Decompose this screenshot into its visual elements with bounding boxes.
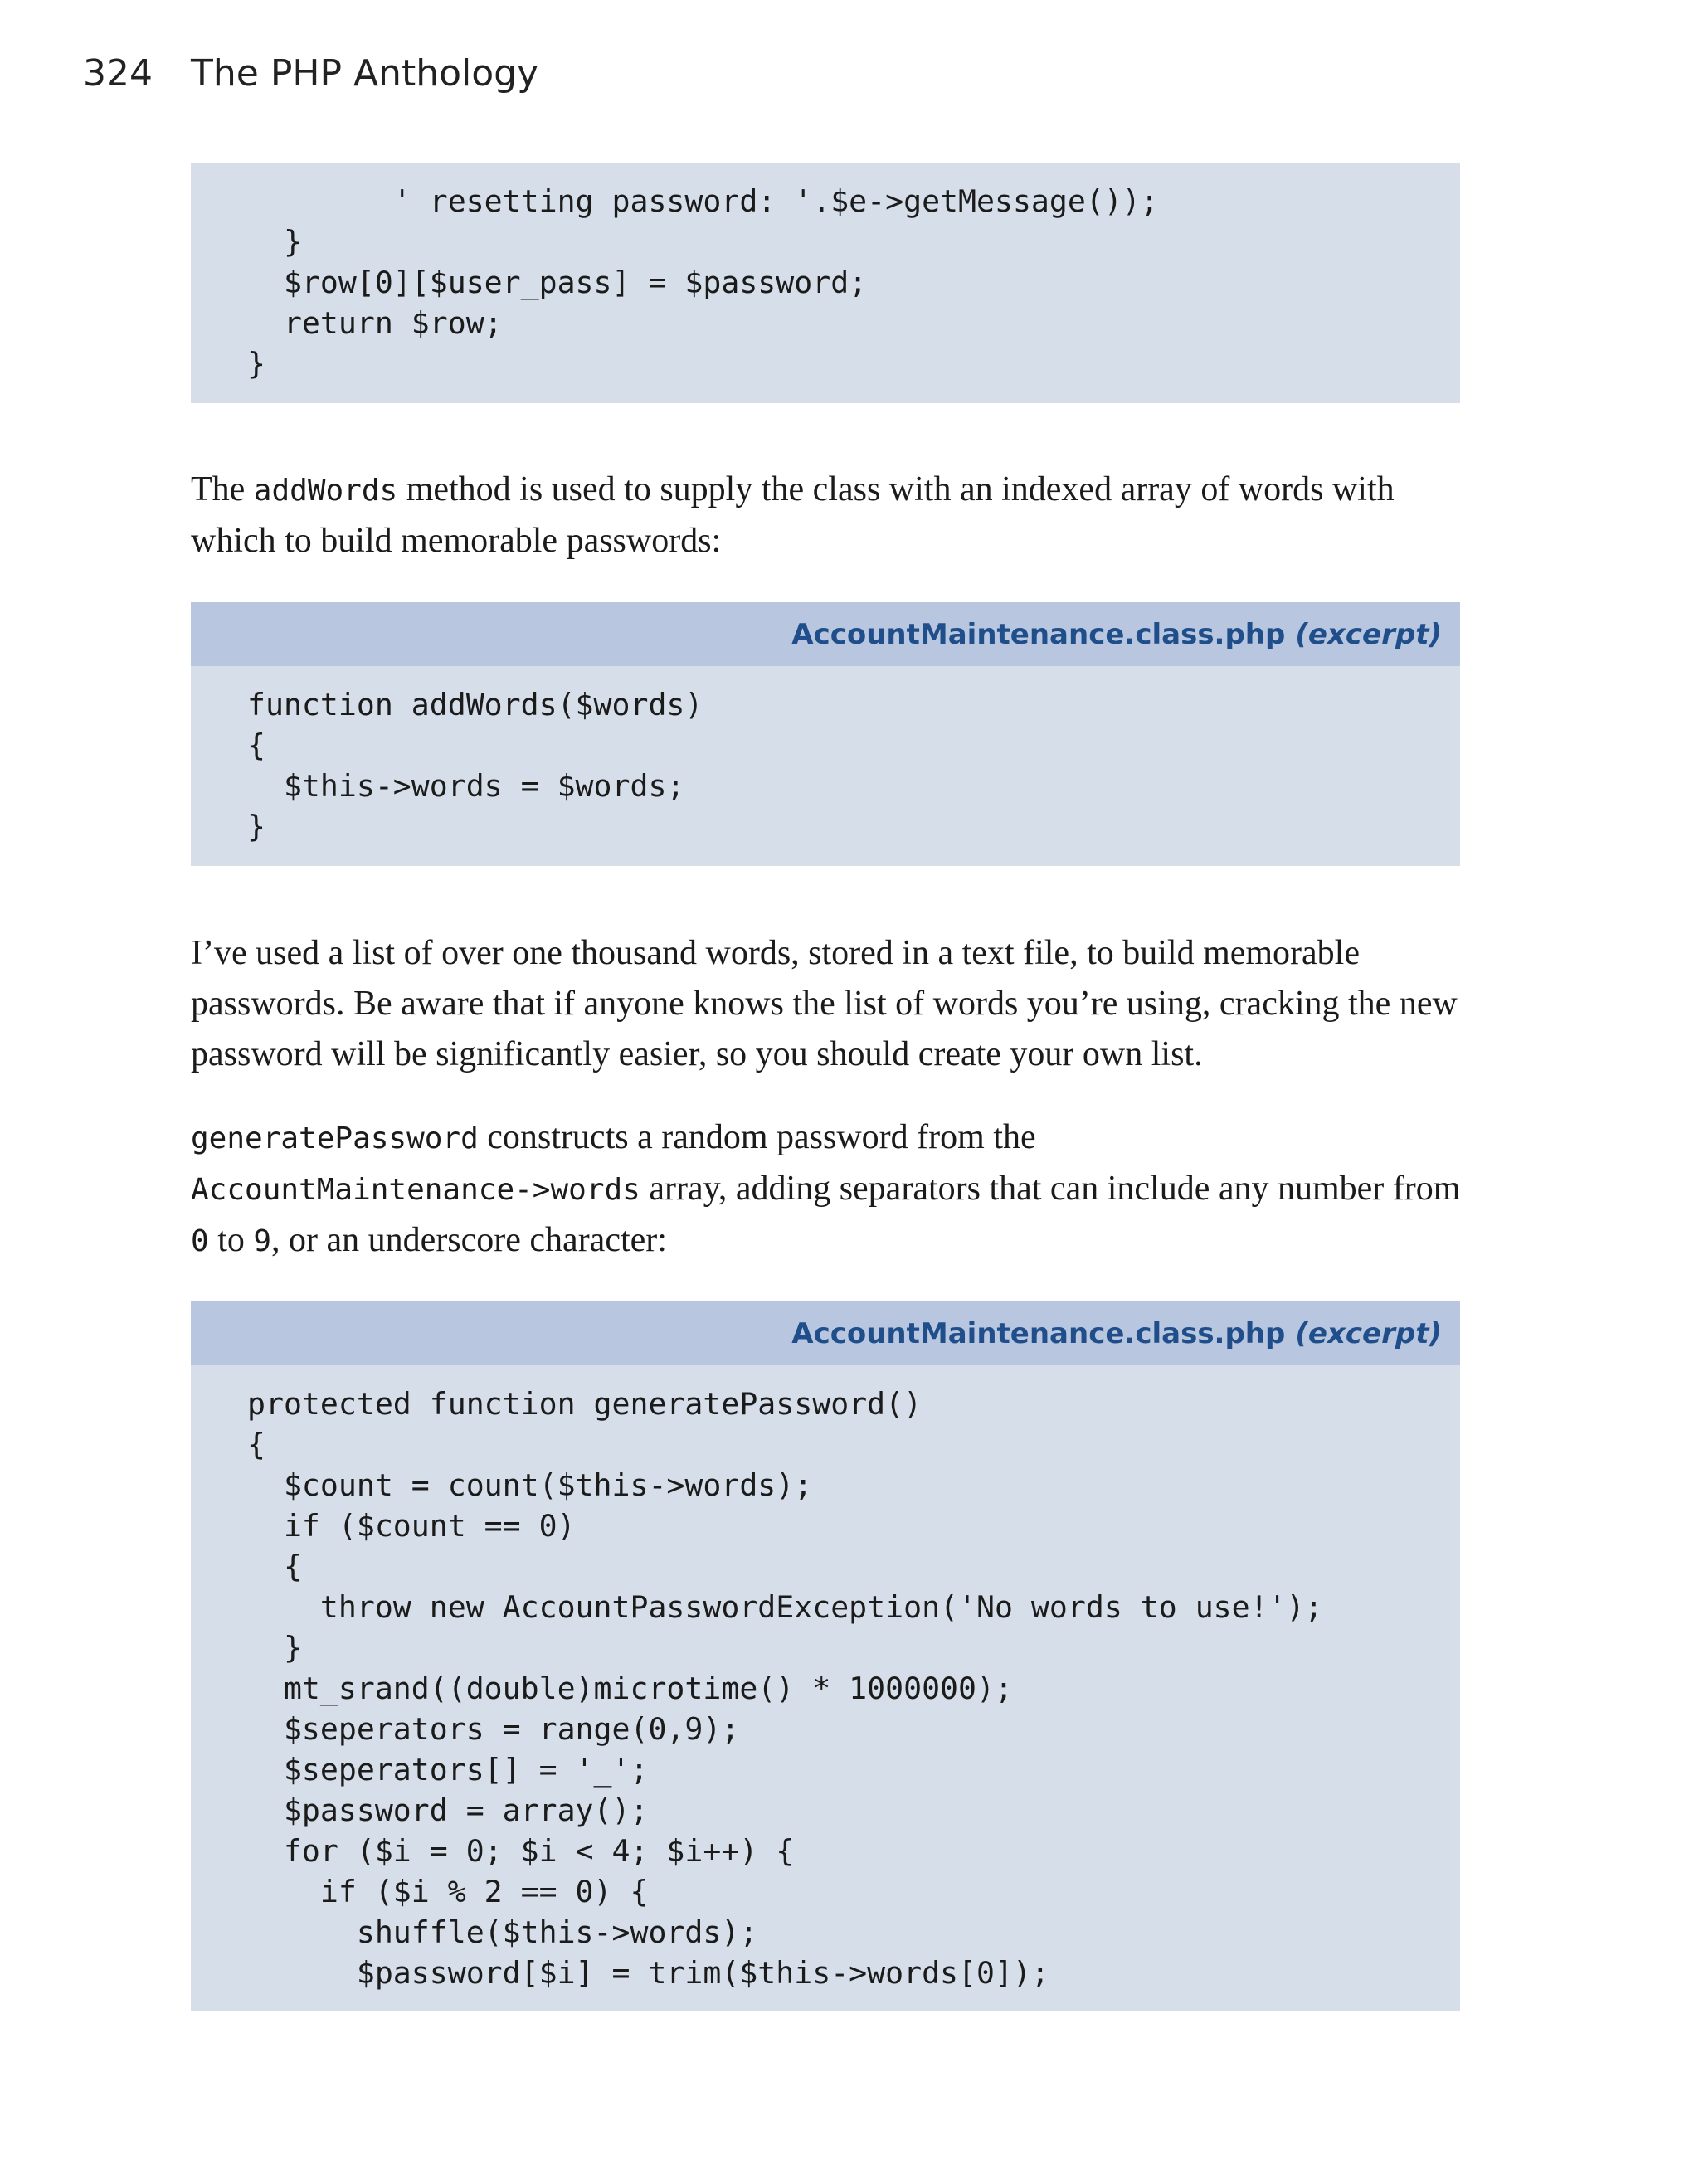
- code-listing: [247, 181, 1460, 384]
- code-caption: [191, 602, 1460, 666]
- caption-filename: AccountMaintenance.class.php: [791, 617, 1286, 651]
- paragraph-text: , or an underscore character:: [271, 1221, 667, 1259]
- body-paragraph: I’ve used a list of over one thousand words, stored in a text file, to build memorable passwords. Be aware that if anyone knows the list of words you’re using, cracking the new password will be significantly easier, so you should create your own list.: [191, 934, 1458, 1073]
- code-listing: [191, 1365, 1460, 1993]
- caption-note: (excerpt): [1295, 617, 1442, 651]
- inline-code: AccountMaintenance->words: [191, 1173, 640, 1207]
- code-line: }: [247, 224, 302, 260]
- code-line: {: [247, 1427, 265, 1462]
- inline-code: generatePassword: [191, 1121, 479, 1155]
- code-block-generatepassword: [191, 1301, 1460, 2011]
- code-line: shuffle($this->words);: [247, 1914, 758, 1950]
- code-line: mt_srand((double)microtime() * 1000000);: [247, 1671, 1013, 1706]
- code-line: ' resetting password: '.$e->getMessage());: [247, 183, 1159, 219]
- code-caption: [191, 1301, 1460, 1365]
- code-line: $this->words = $words;: [247, 768, 685, 804]
- code-line: $seperators[] = '_';: [247, 1752, 649, 1788]
- code-line: if ($i % 2 == 0) {: [247, 1874, 649, 1909]
- paragraph-text: The: [191, 470, 254, 508]
- paragraph-text: to: [208, 1221, 254, 1259]
- body-paragraph: [191, 465, 1464, 567]
- code-line: {: [247, 727, 265, 763]
- code-line: }: [247, 809, 265, 844]
- code-line: $seperators = range(0,9);: [247, 1711, 740, 1747]
- caption-note: (excerpt): [1295, 1316, 1442, 1350]
- paragraph-text: method is used to supply the class with an indexed array of words with which to build memorable passwords:: [191, 470, 1395, 560]
- code-line: if ($count == 0): [247, 1508, 576, 1544]
- code-line: $password[$i] = trim($this->words[0]);: [247, 1955, 1049, 1991]
- code-line: $password = array();: [247, 1792, 649, 1828]
- code-line: for ($i = 0; $i < 4; $i++) {: [247, 1833, 795, 1869]
- code-line: throw new AccountPasswordException('No words to use!');: [247, 1589, 1323, 1625]
- code-block-continuation: [191, 163, 1460, 403]
- code-listing: [191, 666, 1460, 847]
- code-line: $count = count($this->words);: [247, 1467, 813, 1503]
- inline-code: 0: [191, 1224, 209, 1258]
- page-number: 324: [83, 51, 153, 95]
- code-line: return $row;: [247, 305, 503, 341]
- body-paragraph: [191, 1112, 1464, 1267]
- code-block-addwords: [191, 602, 1460, 866]
- inline-code: addWords: [253, 474, 398, 508]
- code-line: protected function generatePassword(): [247, 1386, 923, 1422]
- caption-filename: AccountMaintenance.class.php: [791, 1316, 1286, 1350]
- code-line: {: [247, 1549, 302, 1584]
- code-line: $row[0][$user_pass] = $password;: [247, 265, 868, 300]
- code-line: }: [247, 1630, 302, 1666]
- book-title: The PHP Anthology: [191, 51, 539, 95]
- code-line: }: [247, 346, 265, 382]
- paragraph-text: constructs a random password from the: [478, 1118, 1036, 1156]
- running-head: [83, 48, 538, 98]
- inline-code: 9: [253, 1224, 272, 1258]
- code-line: function addWords($words): [247, 687, 703, 722]
- paragraph-text: array, adding separators that can include any number from: [640, 1170, 1461, 1208]
